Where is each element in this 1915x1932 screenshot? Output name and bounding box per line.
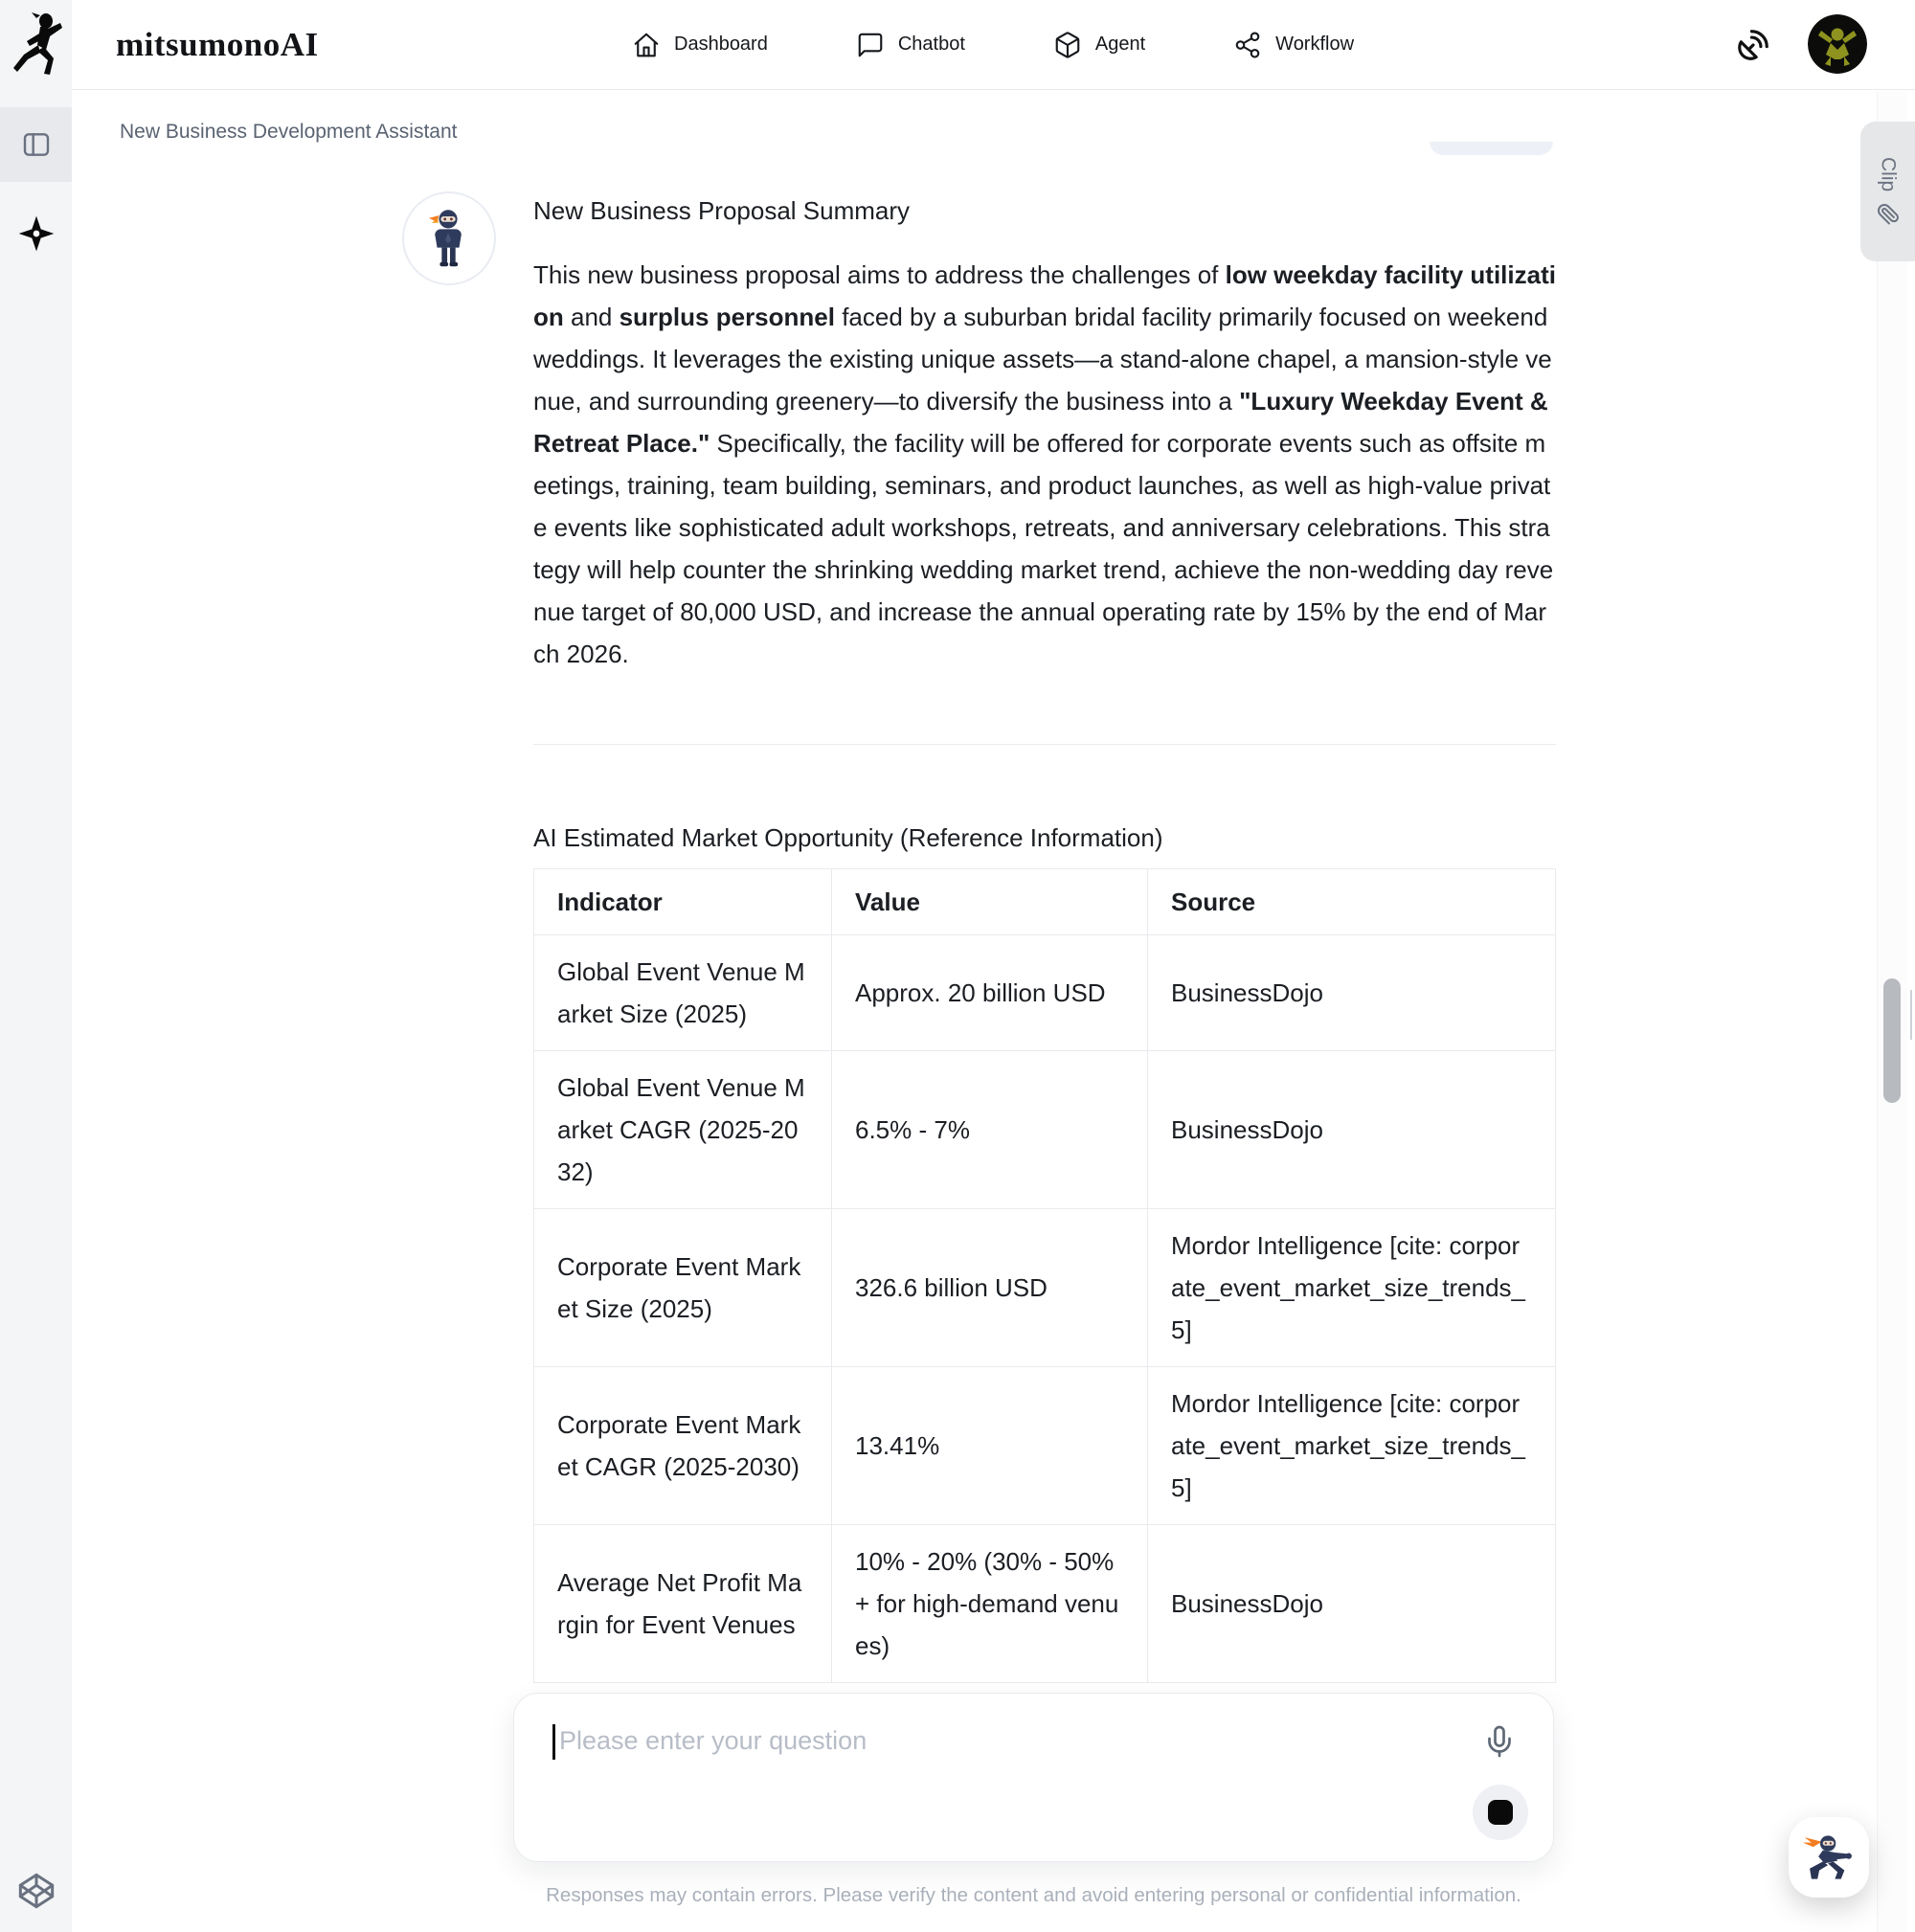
table-row (534, 1209, 1556, 1367)
table-cell: Corporate Event Market CAGR (2025-2030) (534, 1367, 832, 1525)
text-cursor (552, 1724, 555, 1760)
col-header-source: Source (1148, 869, 1556, 935)
satellite-dish-icon (1735, 27, 1771, 63)
assistant-avatar (402, 191, 496, 285)
table-cell: BusinessDojo (1148, 935, 1556, 1051)
table-cell: 326.6 billion USD (832, 1209, 1148, 1367)
nav-item-dashboard[interactable] (632, 31, 768, 59)
voice-call-button[interactable] (1733, 25, 1773, 65)
table-row (534, 1525, 1556, 1683)
table-cell: 13.41% (832, 1367, 1148, 1525)
nav-label: Workflow (1275, 34, 1355, 55)
market-table-body (534, 935, 1556, 1683)
sidebar-toggle-button[interactable] (0, 107, 72, 182)
nav-item-chatbot[interactable] (856, 31, 965, 59)
brand-name: mitsumonoAI (116, 25, 319, 63)
nav-item-agent[interactable] (1053, 31, 1145, 59)
col-header-value: Value (832, 869, 1148, 935)
clip-tab[interactable] (1860, 122, 1915, 261)
box-cube-icon (1053, 31, 1082, 59)
table-cell: Average Net Profit Margin for Event Venues (534, 1525, 832, 1683)
sidebar (0, 0, 72, 1932)
table-cell: 6.5% - 7% (832, 1051, 1148, 1209)
running-ninja-logo-icon (11, 11, 64, 77)
table-row (534, 1367, 1556, 1525)
home-icon (632, 31, 661, 59)
chat-bubble-icon (856, 31, 885, 59)
assistant-fab[interactable] (1789, 1817, 1869, 1898)
market-table (533, 868, 1556, 1683)
mic-button[interactable] (1480, 1722, 1519, 1761)
message-paragraph: This new business proposal aims to address the challenges of low weekday facility utilization and surplus personnel faced by a suburban bridal facility primarily focused on weekend weddings. It leverages the existing unique assets—a stand-alone chapel, a mansion-style venue, and surrounding greenery—to diversify the business into a "Luxury Weekday Event & Retreat Place." Specifically, the facility will be offered for corporate events such as offsite meetings, training, team building, seminars, and product launches, as well as high-value private events like sophisticated adult workshops, retreats, and anniversary celebrations. This strategy will help counter the shrinking wedding market trend, achieve the non-wedding day revenue target of 80,000 USD, and increase the annual operating rate by 15% by the end of March 2026. (533, 260, 1556, 668)
assistant-name: New Business Development Assistant (120, 121, 458, 143)
previous-message-bubble-edge (1430, 142, 1553, 155)
stop-icon (1488, 1800, 1513, 1825)
sidebar-item-spark[interactable] (0, 196, 72, 271)
top-header (72, 0, 1915, 90)
nav-label: Chatbot (897, 34, 965, 55)
table-row (534, 935, 1556, 1051)
table-cell: Approx. 20 billion USD (832, 935, 1148, 1051)
table-cell: Corporate Event Market Size (2025) (534, 1209, 832, 1367)
shuriken-star-icon (17, 214, 56, 253)
nav-item-workflow[interactable] (1233, 31, 1354, 59)
table-row (534, 1051, 1556, 1209)
ninja-fab-icon (1801, 1832, 1857, 1882)
market-table-heading: AI Estimated Market Opportunity (Reference Information) (533, 823, 1163, 852)
table-cell: Global Event Venue Market CAGR (2025-2032) (534, 1051, 832, 1209)
table-header-row (534, 869, 1556, 935)
nav-label: Agent (1094, 34, 1146, 55)
sidebar-item-sandbox[interactable] (0, 1857, 72, 1924)
scrollbar-thumb[interactable] (1883, 978, 1901, 1103)
question-input[interactable]: Please enter your question (559, 1726, 867, 1755)
share-network-icon (1233, 31, 1262, 59)
cube-wireframe-icon (17, 1872, 56, 1910)
brand-logo (10, 10, 65, 79)
message-title: New Business Proposal Summary (533, 196, 911, 225)
assistant-message (533, 194, 1556, 1683)
stop-button[interactable] (1473, 1785, 1528, 1840)
user-avatar-image (1808, 14, 1867, 74)
user-avatar[interactable] (1808, 14, 1867, 74)
ninja-avatar-icon (427, 209, 471, 268)
col-header-indicator: Indicator (534, 869, 832, 935)
microphone-icon (1482, 1724, 1517, 1759)
panel-left-icon (21, 129, 52, 160)
message-divider (533, 744, 1556, 745)
table-cell: 10% - 20% (30% - 50%+ for high-demand venues) (832, 1525, 1148, 1683)
clip-tab-label: Clip (1877, 156, 1900, 192)
table-cell: BusinessDojo (1148, 1525, 1556, 1683)
nav-label: Dashboard (674, 34, 768, 55)
table-cell: Mordor Intelligence [cite: corporate_event_market_size_trends_5] (1148, 1367, 1556, 1525)
table-cell: Mordor Intelligence [cite: corporate_event_market_size_trends_5] (1148, 1209, 1556, 1367)
window-edge-line (1910, 990, 1912, 1040)
table-cell: Global Event Venue Market Size (2025) (534, 935, 832, 1051)
chat-input-card[interactable] (513, 1693, 1554, 1862)
table-cell: BusinessDojo (1148, 1051, 1556, 1209)
disclaimer-text: Responses may contain errors. Please verify the content and avoid entering personal or confidential information. (546, 1884, 1521, 1906)
main-nav (632, 0, 1354, 89)
paperclip-icon (1877, 203, 1900, 226)
